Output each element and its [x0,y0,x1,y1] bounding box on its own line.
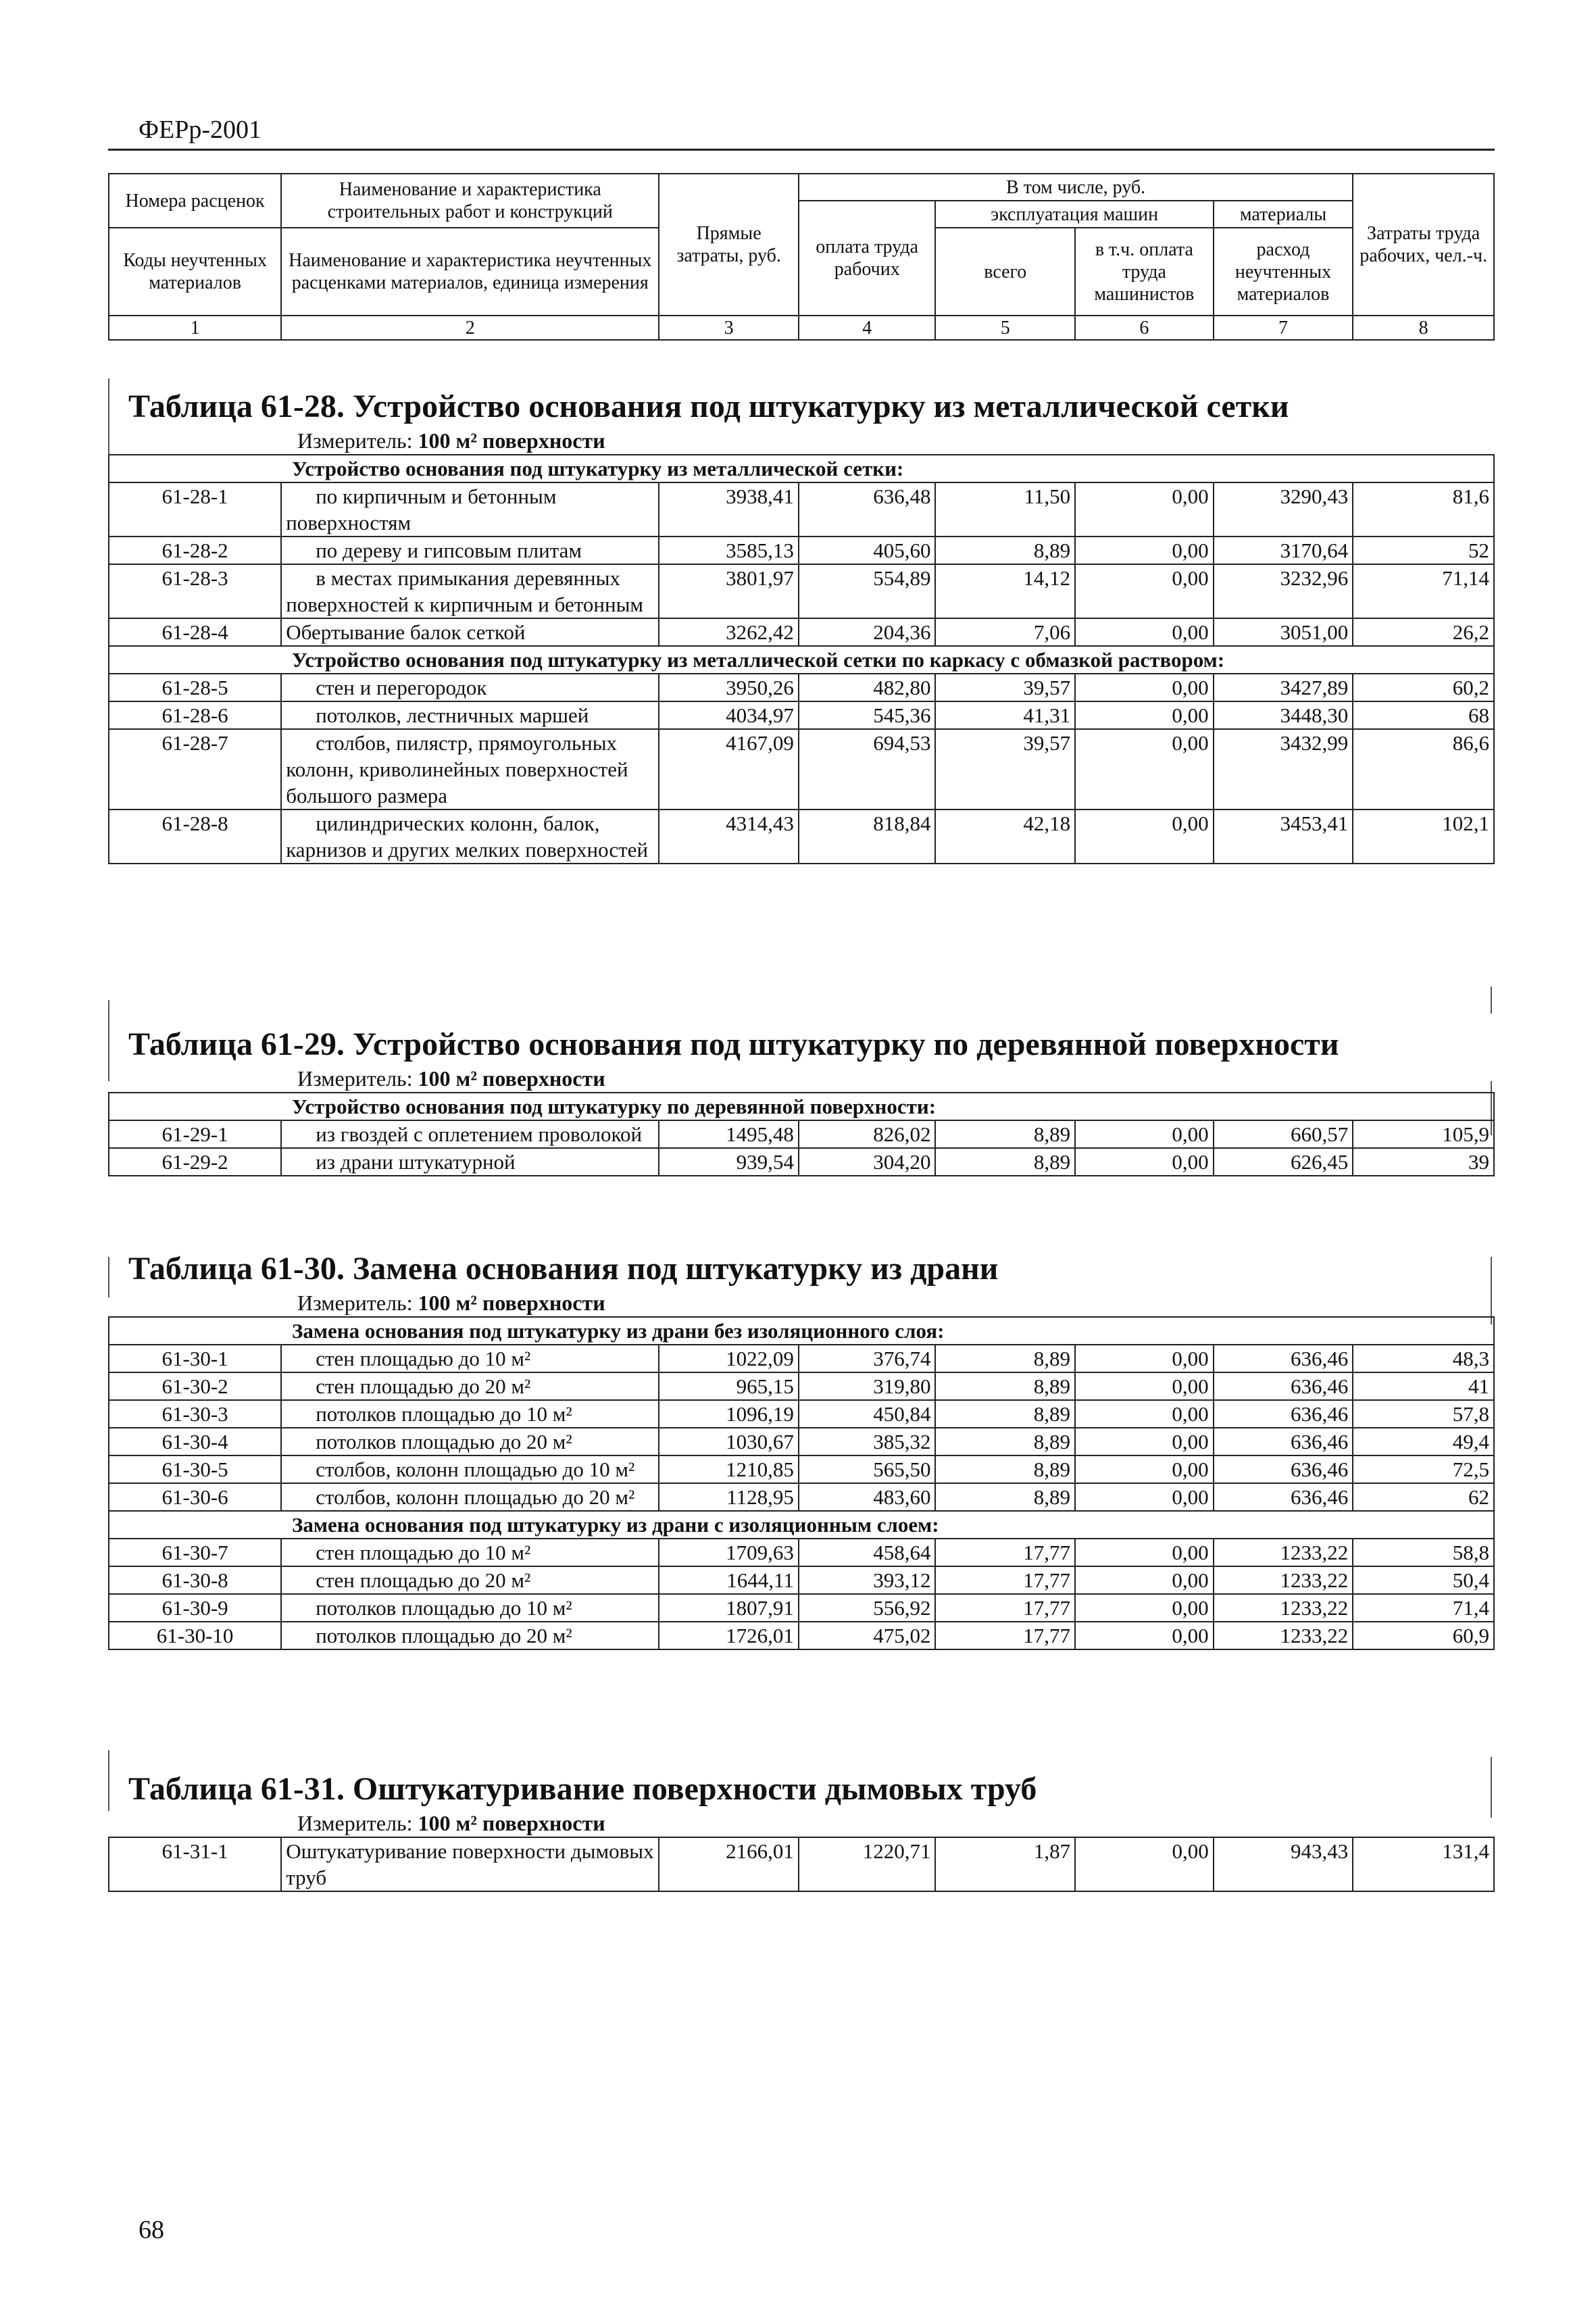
direct-cost: 1495,48 [659,1120,799,1148]
machines-total: 17,77 [935,1566,1075,1594]
col-num-2: 2 [281,316,659,340]
machines-total: 8,89 [935,1483,1075,1511]
labor-pay: 405,60 [799,537,936,564]
machinist-pay: 0,00 [1075,674,1214,701]
table-row [109,729,1494,810]
machinist-pay: 0,00 [1075,1837,1214,1891]
direct-cost: 1807,91 [659,1594,799,1622]
direct-cost: 4167,09 [659,729,799,810]
col-laborpay-header: оплата труда рабочих [799,201,936,316]
rates-table [108,1837,1495,1892]
col-number-header: Номера расценок [109,174,281,228]
page-header: ФЕРр-2001 [139,116,262,144]
col-name-header: Наименование и характеристика строительных работ и конструкций [281,174,659,228]
materials-cost: 636,46 [1214,1372,1353,1400]
rates-table [108,1092,1495,1176]
machinist-pay: 0,00 [1075,1148,1214,1176]
machinist-pay: 0,00 [1075,1566,1214,1594]
rate-code: 61-28-7 [109,729,281,810]
rate-code: 61-30-5 [109,1455,281,1483]
materials-cost: 3432,99 [1214,729,1353,810]
work-name-text: столбов, пилястр, прямоугольных колонн, криволинейных поверхностей большого размера [286,731,628,807]
machines-total: 8,89 [935,537,1075,564]
rate-code: 61-28-5 [109,674,281,701]
labor-pay: 818,84 [799,810,936,864]
direct-cost: 3938,41 [659,482,799,537]
rate-code: 61-30-6 [109,1483,281,1511]
machines-total: 11,50 [935,482,1075,537]
labor-pay: 376,74 [799,1345,936,1372]
labor-hours: 81,6 [1353,482,1494,537]
work-name-text: в местах примыкания деревянных поверхностей к кирпичным и бетонным [286,566,644,616]
group-heading: Замена основания под штукатурку из драни без изоляционного слоя: [109,1317,1494,1345]
margin-line [1491,987,1492,1014]
direct-cost: 4034,97 [659,701,799,729]
labor-pay: 458,64 [799,1539,936,1566]
work-name [281,537,659,564]
materials-cost: 626,45 [1214,1148,1353,1176]
labor-pay: 385,32 [799,1428,936,1455]
table-row [109,618,1494,646]
direct-cost: 1128,95 [659,1483,799,1511]
col-num-6: 6 [1075,316,1214,340]
machinist-pay: 0,00 [1075,1345,1214,1372]
materials-cost: 3170,64 [1214,537,1353,564]
unit-label: Измеритель: [297,1811,413,1835]
work-name [281,810,659,864]
table-title: Таблица 61-29. Устройство основания под штукатурку по деревянной поверхности [128,1026,1339,1062]
machinist-pay: 0,00 [1075,1372,1214,1400]
table-section [108,1769,1495,1892]
work-name-text: столбов, колонн площадью до 20 м² [316,1485,635,1509]
labor-hours: 57,8 [1353,1400,1494,1428]
work-name [281,1837,659,1891]
table-row [109,701,1494,729]
work-name [281,1566,659,1594]
direct-cost: 3585,13 [659,537,799,564]
rate-code: 61-28-1 [109,482,281,537]
labor-hours: 102,1 [1353,810,1494,864]
rate-code: 61-28-3 [109,564,281,618]
labor-hours: 49,4 [1353,1428,1494,1455]
direct-cost: 1726,01 [659,1622,799,1649]
labor-hours: 39 [1353,1148,1494,1176]
col-direct-header: Прямые затраты, руб. [659,174,799,316]
work-name [281,674,659,701]
work-name-text: цилиндрических колонн, балок, карнизов и других мелких поверхностей [286,812,649,862]
col-laborcost-header: Затраты труда рабочих, чел.-ч. [1353,174,1494,316]
direct-cost: 1644,11 [659,1566,799,1594]
labor-pay: 450,84 [799,1400,936,1428]
rate-code: 61-30-7 [109,1539,281,1566]
materials-cost: 3427,89 [1214,674,1353,701]
machinist-pay: 0,00 [1075,701,1214,729]
direct-cost: 1096,19 [659,1400,799,1428]
work-name [281,1345,659,1372]
materials-cost: 636,46 [1214,1483,1353,1511]
machines-total: 41,31 [935,701,1075,729]
machinist-pay: 0,00 [1075,1400,1214,1428]
work-name [281,1148,659,1176]
table-title: Таблица 61-30. Замена основания под штукатурку из драни [128,1251,999,1287]
machines-total: 8,89 [935,1400,1075,1428]
work-name-text: стен площадью до 20 м² [316,1374,531,1398]
materials-cost: 3453,41 [1214,810,1353,864]
rate-code: 61-30-3 [109,1400,281,1428]
work-name-text: из гвоздей с оплетением проволокой [316,1122,643,1146]
labor-hours: 71,4 [1353,1594,1494,1622]
direct-cost: 1210,85 [659,1455,799,1483]
table-row [109,1148,1494,1176]
group-heading: Замена основания под штукатурку из драни с изоляционным слоем: [109,1511,1494,1539]
labor-hours: 58,8 [1353,1539,1494,1566]
table-row [109,1120,1494,1148]
labor-hours: 60,2 [1353,674,1494,701]
work-name-text: из драни штукатурной [316,1150,516,1174]
work-name-text: потолков площадью до 20 м² [316,1624,572,1647]
labor-pay: 1220,71 [799,1837,936,1891]
unit-label: Измеритель: [297,428,413,453]
table-row [109,537,1494,564]
machines-total: 8,89 [935,1120,1075,1148]
col-num-7: 7 [1214,316,1353,340]
table-title: Таблица 61-31. Оштукатуривание поверхности дымовых труб [128,1771,1037,1807]
col-machtotal-header: всего [935,228,1075,316]
rate-code: 61-30-2 [109,1372,281,1400]
machinist-pay: 0,00 [1075,1594,1214,1622]
machinist-pay: 0,00 [1075,1622,1214,1649]
table-unit [108,1810,1495,1837]
table-unit [108,1065,1495,1092]
machinist-pay: 0,00 [1075,564,1214,618]
table-row [109,1622,1494,1649]
table-row [109,1566,1494,1594]
group-heading-row [109,455,1494,482]
materials-cost: 3448,30 [1214,701,1353,729]
work-name-text: столбов, колонн площадью до 10 м² [316,1458,635,1481]
machinist-pay: 0,00 [1075,810,1214,864]
direct-cost: 3262,42 [659,618,799,646]
machinist-pay: 0,00 [1075,729,1214,810]
rate-code: 61-28-2 [109,537,281,564]
labor-hours: 105,9 [1353,1120,1494,1148]
direct-cost: 1022,09 [659,1345,799,1372]
machines-total: 8,89 [935,1148,1075,1176]
labor-hours: 50,4 [1353,1566,1494,1594]
table-row [109,1483,1494,1511]
group-heading-row [109,1511,1494,1539]
rate-code: 61-30-4 [109,1428,281,1455]
col-num-5: 5 [935,316,1075,340]
labor-pay: 545,36 [799,701,936,729]
group-heading-row [109,1317,1494,1345]
direct-cost: 2166,01 [659,1837,799,1891]
work-name-text: Оштукатуривание поверхности дымовых труб [286,1839,654,1889]
materials-cost: 1233,22 [1214,1539,1353,1566]
group-heading-row [109,1093,1494,1120]
labor-hours: 62 [1353,1483,1494,1511]
work-name-text: потолков площадью до 10 м² [316,1596,572,1620]
rate-code: 61-28-4 [109,618,281,646]
materials-cost: 943,43 [1214,1837,1353,1891]
col-num-4: 4 [799,316,936,340]
col-machines-header: эксплуатация машин [935,201,1213,228]
rate-code: 61-30-9 [109,1594,281,1622]
rate-code: 61-28-8 [109,810,281,864]
direct-cost: 3950,26 [659,674,799,701]
table-row [109,1372,1494,1400]
rates-table [108,1316,1495,1650]
machines-total: 8,89 [935,1428,1075,1455]
col-materials-header: материалы [1214,201,1353,228]
work-name [281,701,659,729]
work-name [281,1594,659,1622]
machinist-pay: 0,00 [1075,1483,1214,1511]
labor-pay: 319,80 [799,1372,936,1400]
machines-total: 17,77 [935,1622,1075,1649]
labor-pay: 304,20 [799,1148,936,1176]
rate-code: 61-30-1 [109,1345,281,1372]
materials-cost: 3051,00 [1214,618,1353,646]
materials-cost: 3232,96 [1214,564,1353,618]
labor-pay: 694,53 [799,729,936,810]
col-incl-header: В том числе, руб. [799,174,1353,201]
machines-total: 39,57 [935,674,1075,701]
rate-code: 61-30-10 [109,1622,281,1649]
work-name [281,1120,659,1148]
table-section [108,1249,1495,1650]
work-name [281,1539,659,1566]
col-num-1: 1 [109,316,281,340]
labor-hours: 48,3 [1353,1345,1494,1372]
materials-cost: 660,57 [1214,1120,1353,1148]
work-name [281,564,659,618]
labor-hours: 71,14 [1353,564,1494,618]
machines-total: 17,77 [935,1539,1075,1566]
work-name-text: по дереву и гипсовым плитам [316,539,582,562]
materials-cost: 1233,22 [1214,1594,1353,1622]
labor-hours: 86,6 [1353,729,1494,810]
col-num-3: 3 [659,316,799,340]
machinist-pay: 0,00 [1075,1455,1214,1483]
work-name [281,1483,659,1511]
materials-cost: 636,46 [1214,1455,1353,1483]
table-row [109,1400,1494,1428]
unit-value: 100 м² поверхности [418,1291,605,1315]
page-number: 68 [139,2216,164,2244]
table-row [109,1837,1494,1891]
header-rule [108,149,1495,151]
machines-total: 17,77 [935,1594,1075,1622]
work-name [281,729,659,810]
direct-cost: 1030,67 [659,1428,799,1455]
labor-pay: 393,12 [799,1566,936,1594]
labor-hours: 60,9 [1353,1622,1494,1649]
machines-total: 39,57 [935,729,1075,810]
work-name-text: стен и перегородок [316,676,487,699]
labor-hours: 41 [1353,1372,1494,1400]
table-row [109,1345,1494,1372]
labor-pay: 204,36 [799,618,936,646]
labor-pay: 482,80 [799,674,936,701]
work-name-text: потолков площадью до 10 м² [316,1402,572,1426]
work-name [281,482,659,537]
machinist-pay: 0,00 [1075,537,1214,564]
unit-label: Измеритель: [297,1291,413,1315]
rate-code: 61-29-1 [109,1120,281,1148]
machines-total: 7,06 [935,618,1075,646]
table-unit [108,427,1495,454]
work-name-text: стен площадью до 10 м² [316,1347,531,1370]
work-name-text: потолков, лестничных маршей [316,703,589,727]
unit-value: 100 м² поверхности [418,428,605,453]
materials-cost: 1233,22 [1214,1566,1353,1594]
table-row [109,1428,1494,1455]
work-name-text: потолков площадью до 20 м² [316,1430,572,1453]
machinist-pay: 0,00 [1075,482,1214,537]
work-name-text: стен площадью до 20 м² [316,1568,531,1592]
table-row [109,810,1494,864]
table-unit [108,1289,1495,1316]
work-name [281,1428,659,1455]
labor-pay: 826,02 [799,1120,936,1148]
labor-pay: 475,02 [799,1622,936,1649]
materials-cost: 636,46 [1214,1400,1353,1428]
machines-total: 8,89 [935,1345,1075,1372]
rate-code: 61-28-6 [109,701,281,729]
rates-table [108,454,1495,864]
labor-hours: 26,2 [1353,618,1494,646]
labor-hours: 68 [1353,701,1494,729]
rate-code: 61-30-8 [109,1566,281,1594]
direct-cost: 1709,63 [659,1539,799,1566]
direct-cost: 4314,43 [659,810,799,864]
work-name [281,1455,659,1483]
machines-total: 8,89 [935,1455,1075,1483]
work-name [281,1372,659,1400]
materials-cost: 3290,43 [1214,482,1353,537]
table-row [109,564,1494,618]
machines-total: 1,87 [935,1837,1075,1891]
labor-hours: 131,4 [1353,1837,1494,1891]
table-title: Таблица 61-28. Устройство основания под штукатурку из металлической сетки [128,389,1289,424]
materials-cost: 1233,22 [1214,1622,1353,1649]
work-name-text: Обертывание балок сеткой [286,620,526,644]
labor-pay: 556,92 [799,1594,936,1622]
col-matunacc-header: расход неучтенных материалов [1214,228,1353,316]
labor-hours: 52 [1353,537,1494,564]
labor-pay: 636,48 [799,482,936,537]
direct-cost: 3801,97 [659,564,799,618]
machinist-pay: 0,00 [1075,1539,1214,1566]
group-heading-row [109,646,1494,674]
table-section [108,1024,1495,1176]
machinist-pay: 0,00 [1075,618,1214,646]
col-codes-header: Коды неучтенных материалов [109,228,281,316]
col-num-8: 8 [1353,316,1494,340]
col-name2-header: Наименование и характеристика неучтенных расценками материалов, единица измерения [281,228,659,316]
column-header-table [108,173,1495,341]
rate-code: 61-29-2 [109,1148,281,1176]
group-heading: Устройство основания под штукатурку из металлической сетки: [109,455,1494,482]
col-machinistpay-header: в т.ч. оплата труда машинистов [1075,228,1214,316]
machinist-pay: 0,00 [1075,1428,1214,1455]
labor-pay: 483,60 [799,1483,936,1511]
table-row [109,1455,1494,1483]
materials-cost: 636,46 [1214,1428,1353,1455]
labor-pay: 565,50 [799,1455,936,1483]
work-name [281,1622,659,1649]
unit-value: 100 м² поверхности [418,1811,605,1835]
table-row [109,482,1494,537]
machines-total: 14,12 [935,564,1075,618]
table-row [109,674,1494,701]
materials-cost: 636,46 [1214,1345,1353,1372]
rate-code: 61-31-1 [109,1837,281,1891]
machines-total: 42,18 [935,810,1075,864]
direct-cost: 939,54 [659,1148,799,1176]
table-section [108,387,1495,864]
table-row [109,1594,1494,1622]
direct-cost: 965,15 [659,1372,799,1400]
machinist-pay: 0,00 [1075,1120,1214,1148]
labor-pay: 554,89 [799,564,936,618]
unit-value: 100 м² поверхности [418,1066,605,1091]
work-name [281,1400,659,1428]
work-name [281,618,659,646]
group-heading: Устройство основания под штукатурку из металлической сетки по каркасу с обмазкой раствором: [109,646,1494,674]
work-name-text: по кирпичным и бетонным поверхностям [286,484,557,534]
group-heading: Устройство основания под штукатурку по деревянной поверхности: [109,1093,1494,1120]
work-name-text: стен площадью до 10 м² [316,1541,531,1564]
machines-total: 8,89 [935,1372,1075,1400]
labor-hours: 72,5 [1353,1455,1494,1483]
unit-label: Измеритель: [297,1066,413,1091]
table-row [109,1539,1494,1566]
